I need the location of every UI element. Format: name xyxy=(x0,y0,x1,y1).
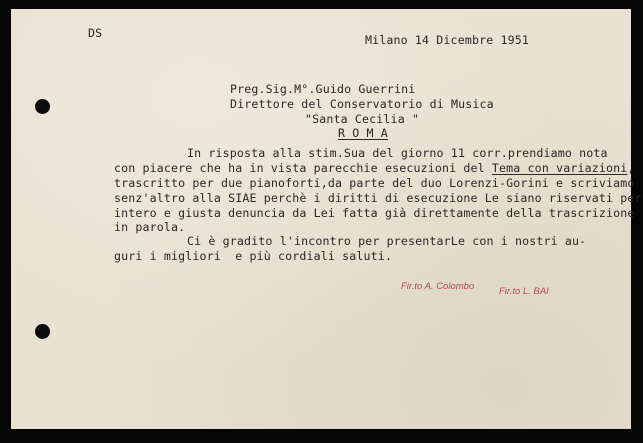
body-line: intero e giusta denuncia da Lei fatta già direttamente della trascrizione xyxy=(114,206,635,220)
signature-stamp-colombo: Fir.to A. Colombo xyxy=(401,281,475,292)
body-line: senz'altro alla SIAE perchè i diritti di esecuzione Le siano riservati per xyxy=(114,191,642,205)
body-line: in parola. xyxy=(114,220,186,234)
date-line: Milano 14 Dicembre 1951 xyxy=(365,33,529,47)
work-title: Tema con variazioni xyxy=(491,161,628,175)
closing-line: Ci è gradito l'incontro per presentarLe con i nostri au- xyxy=(187,234,587,248)
body-line: con piacere che ha in vista parecchie esecuzioni del Tema con variazioni, xyxy=(114,161,635,175)
body-line: trascritto per due pianoforti,da parte del duo Lorenzi-Gorini e scriviamo xyxy=(114,176,635,190)
body-line: In risposta alla stim.Sua del giorno 11 corr.prendiamo nota xyxy=(187,146,608,160)
closing-line: guri i migliori e più cordiali saluti. xyxy=(114,249,393,263)
initials: DS xyxy=(88,26,103,40)
recipient-institution: "Santa Cecilia " xyxy=(305,112,420,126)
signature-stamp-bai: Fir.to L. BAI xyxy=(499,286,549,297)
letter-paper xyxy=(11,9,642,429)
recipient-city: R O M A xyxy=(338,126,388,140)
punch-hole-bottom xyxy=(35,324,50,339)
recipient-name: Preg.Sig.M°.Guido Guerrini xyxy=(230,82,416,96)
punch-hole-top xyxy=(35,99,50,114)
recipient-title: Direttore del Conservatorio di Musica xyxy=(230,97,494,111)
